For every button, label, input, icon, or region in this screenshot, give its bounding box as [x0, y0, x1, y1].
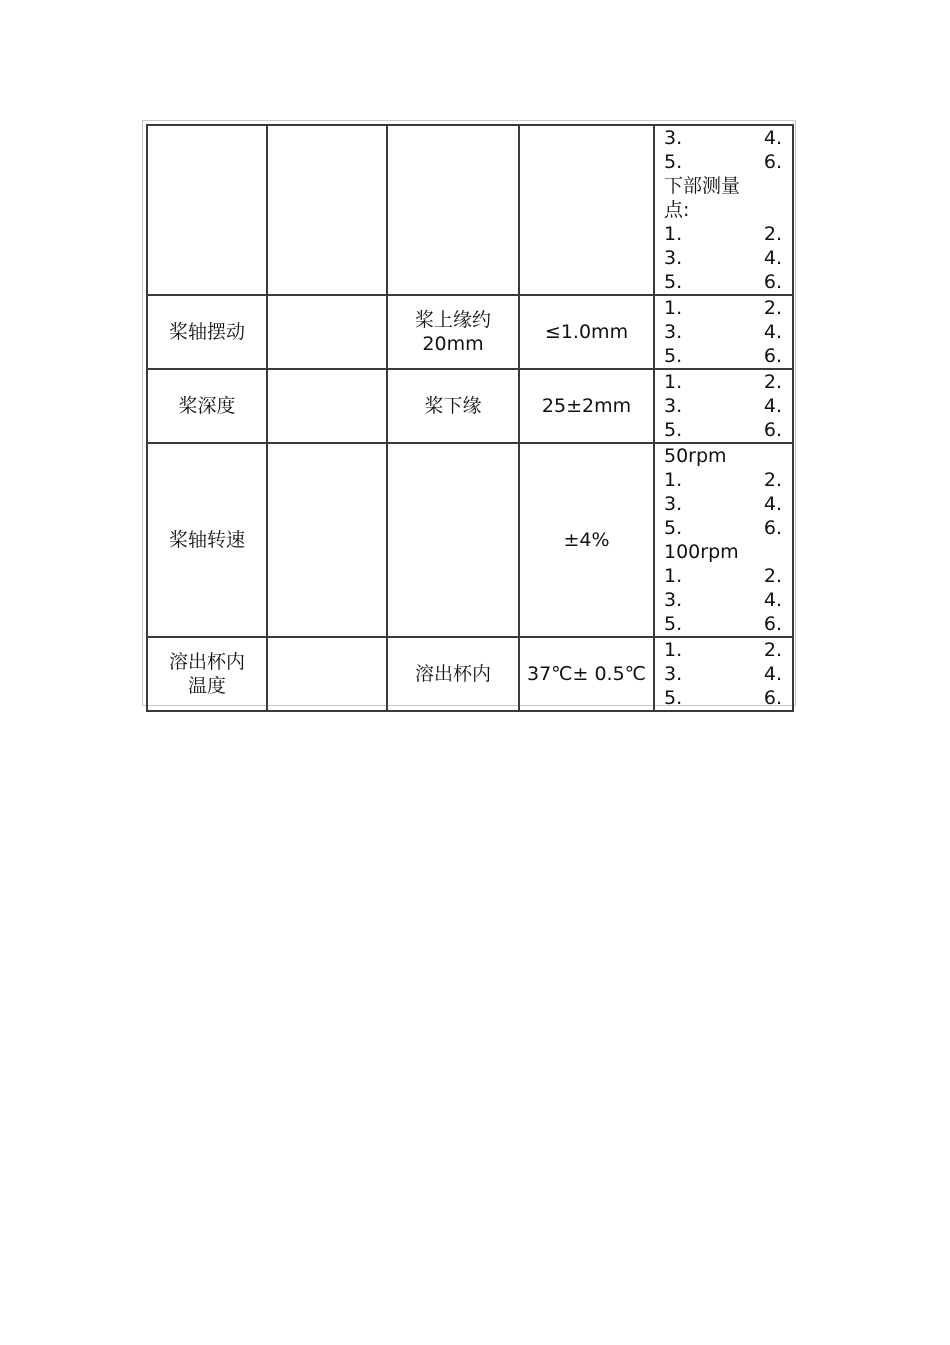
position-cell	[387, 295, 519, 369]
measurement-pair	[664, 246, 782, 270]
measurement-pair	[664, 320, 782, 344]
measurement-index-left: 5.	[664, 419, 683, 441]
measurement-index-left: 3.	[664, 247, 683, 269]
blank-cell	[267, 369, 387, 443]
measurement-index-right: 2.	[763, 639, 782, 661]
blank-cell	[267, 125, 387, 295]
measurement-index-left: 5.	[664, 271, 683, 293]
measurement-pair	[664, 564, 782, 588]
measurement-pair	[664, 468, 782, 492]
measurement-pair	[664, 418, 782, 442]
table-row	[147, 443, 793, 637]
blank-cell	[267, 295, 387, 369]
measurement-index-right: 6.	[763, 271, 782, 293]
standard-cell	[519, 369, 654, 443]
measurement-label: 100rpm	[664, 541, 739, 563]
standard-cell	[519, 637, 654, 711]
item-cell-text: 桨轴转速	[168, 529, 245, 551]
measurement-index-right: 6.	[763, 687, 782, 709]
measurement-index-right: 4.	[763, 127, 782, 149]
measurement-label: 下部测量点:	[664, 175, 741, 221]
measurement-index-right: 4.	[763, 395, 782, 417]
measurement-pair	[664, 150, 782, 174]
measurement-cell	[654, 443, 793, 637]
measurement-index-right: 2.	[763, 223, 782, 245]
standard-cell	[519, 295, 654, 369]
standard-cell	[519, 125, 654, 295]
item-cell-text: 桨轴摆动	[168, 321, 245, 343]
measurement-index-right: 6.	[763, 345, 782, 367]
measurement-pair	[664, 126, 782, 150]
measurement-index-right: 6.	[763, 419, 782, 441]
position-cell-text: 桨下缘	[424, 395, 482, 417]
measurement-index-left: 1.	[664, 639, 683, 661]
measurement-index-left: 5.	[664, 517, 683, 539]
position-cell	[387, 125, 519, 295]
measurement-pair	[664, 370, 782, 394]
measurement-pair	[664, 516, 782, 540]
measurement-index-right: 4.	[763, 247, 782, 269]
measurement-index-right: 4.	[763, 493, 782, 515]
measurement-index-left: 1.	[664, 469, 683, 491]
position-cell-text: 溶出杯内	[414, 663, 491, 685]
measurement-cell	[654, 369, 793, 443]
item-cell	[147, 125, 267, 295]
measurement-pair	[664, 638, 782, 662]
position-cell	[387, 369, 519, 443]
measurement-index-left: 3.	[664, 493, 683, 515]
item-cell	[147, 443, 267, 637]
measurement-index-left: 3.	[664, 663, 683, 685]
measurement-index-left: 5.	[664, 151, 683, 173]
measurement-pair	[664, 394, 782, 418]
measurement-index-right: 6.	[763, 517, 782, 539]
item-cell-text: 溶出杯内温度	[168, 651, 245, 697]
inspection-table	[146, 124, 794, 712]
measurement-pair	[664, 662, 782, 686]
measurement-pair	[664, 344, 782, 368]
measurement-index-left: 5.	[664, 345, 683, 367]
measurement-index-left: 3.	[664, 395, 683, 417]
measurement-index-right: 4.	[763, 589, 782, 611]
measurement-pair	[664, 492, 782, 516]
measurement-index-left: 1.	[664, 565, 683, 587]
measurement-pair	[664, 270, 782, 294]
measurement-index-right: 4.	[763, 663, 782, 685]
measurement-cell	[654, 125, 793, 295]
blank-cell	[267, 637, 387, 711]
measurement-cell	[654, 637, 793, 711]
measurement-index-right: 2.	[763, 565, 782, 587]
measurement-index-left: 5.	[664, 687, 683, 709]
measurement-index-right: 4.	[763, 321, 782, 343]
position-cell	[387, 637, 519, 711]
item-cell-text: 桨深度	[178, 395, 236, 417]
measurement-index-left: 3.	[664, 127, 683, 149]
item-cell	[147, 295, 267, 369]
measurement-index-left: 1.	[664, 371, 683, 393]
measurement-label: 50rpm	[664, 445, 727, 467]
table-row	[147, 637, 793, 711]
table-row	[147, 369, 793, 443]
measurement-index-right: 6.	[763, 613, 782, 635]
blank-cell	[267, 443, 387, 637]
measurement-pair	[664, 222, 782, 246]
item-cell	[147, 369, 267, 443]
measurement-index-left: 1.	[664, 297, 683, 319]
measurement-pair	[664, 296, 782, 320]
measurement-pair	[664, 612, 782, 636]
measurement-index-right: 6.	[763, 151, 782, 173]
measurement-index-left: 3.	[664, 589, 683, 611]
measurement-index-right: 2.	[763, 371, 782, 393]
measurement-pair	[664, 588, 782, 612]
table-row	[147, 125, 793, 295]
standard-cell-text: 25±2mm	[541, 395, 632, 417]
position-cell-text: 桨上缘约20mm	[414, 309, 491, 355]
standard-cell-text: ±4%	[563, 529, 610, 551]
table-row	[147, 295, 793, 369]
measurement-index-left: 5.	[664, 613, 683, 635]
measurement-index-right: 2.	[763, 469, 782, 491]
measurement-index-left: 3.	[664, 321, 683, 343]
standard-cell	[519, 443, 654, 637]
item-cell	[147, 637, 267, 711]
measurement-cell	[654, 295, 793, 369]
position-cell	[387, 443, 519, 637]
measurement-pair	[664, 686, 782, 710]
standard-cell-text: 37℃± 0.5℃	[526, 663, 647, 685]
standard-cell-text: ≤1.0mm	[544, 321, 629, 343]
measurement-index-right: 2.	[763, 297, 782, 319]
measurement-index-left: 1.	[664, 223, 683, 245]
